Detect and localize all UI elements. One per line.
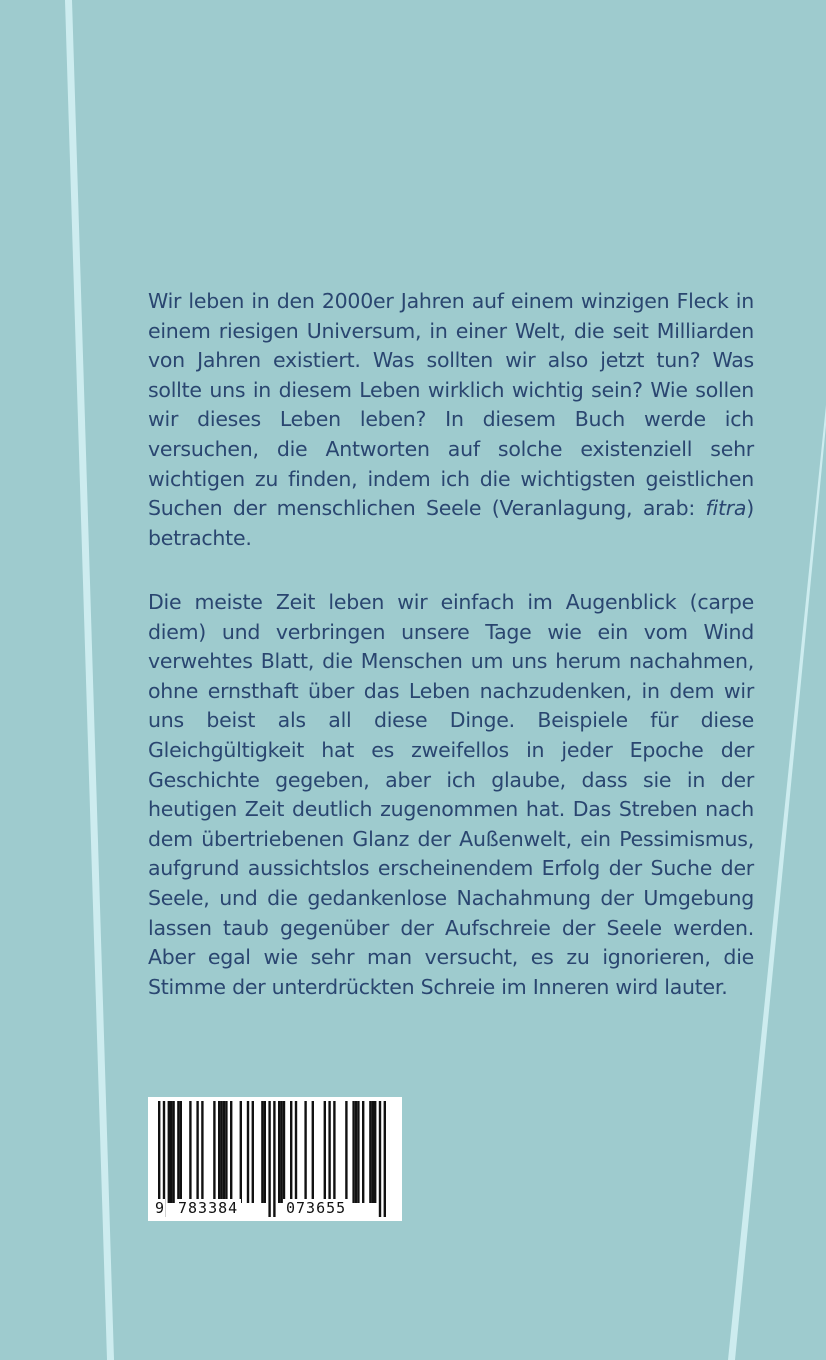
barcode-bar [384, 1101, 386, 1217]
barcode-bar [369, 1101, 371, 1203]
blurb-paragraph-1-end: ) betrachte. [148, 496, 754, 550]
barcode-bar [261, 1101, 263, 1203]
barcode-bar [170, 1101, 172, 1203]
barcode-bar [168, 1101, 170, 1203]
barcode-bar [172, 1101, 174, 1203]
decorative-line-left [65, 0, 114, 1360]
barcode-bar [290, 1101, 292, 1203]
barcode-first-digit: 9 [155, 1199, 166, 1217]
barcode-bar [218, 1101, 220, 1203]
barcode-bar [357, 1101, 359, 1203]
barcode-bar [345, 1101, 347, 1203]
barcode-bar [280, 1101, 282, 1203]
barcode-bar [213, 1101, 215, 1203]
blurb-paragraph-2: Die meiste Zeit leben wir einfach im Augenblick (carpe diem) und verbringen unsere Tage wie ein vom Wind verwehtes Blatt, die Menschen um uns herum nachahmen, ohne ernsthaft über das Leben nachzudenken, in dem wir uns beist als all diese Dinge. Beispiele für diese Gleichgültigkeit hat es zweifellos in jeder Epoche der Geschichte gegeben, aber ich glaube, dass sie in der heutigen Zeit deutlich zugenommen hat. Das Streben nach dem übertriebenen Glanz der Außenwelt, ein Pessimismus, aufgrund aussichtslos erscheinendem Erfolg der Suche der Seele, und die gedankenlose Nachahmung der Umgebung lassen taub gegenüber der Aufschreie der Seele werden. Aber egal wie sehr man versucht, es zu ignorieren, die Stimme der unterdrückten Schreie im Inneren wird lauter. [148, 590, 754, 999]
barcode-digits-right: 073655 [283, 1199, 349, 1217]
barcode-bar [189, 1101, 191, 1203]
barcode-bar [223, 1101, 225, 1203]
barcode-digits-left: 783384 [175, 1199, 241, 1217]
barcode-bar [264, 1101, 266, 1203]
barcode-bar [240, 1101, 242, 1203]
barcode-bar [304, 1101, 306, 1203]
barcode-bar [196, 1101, 198, 1203]
barcode-bar [374, 1101, 376, 1203]
blurb-paragraph-1-italic: fitra [705, 496, 747, 521]
barcode-bar [295, 1101, 297, 1203]
barcode-bar [225, 1101, 227, 1203]
barcode-bar [180, 1101, 182, 1203]
blurb-paragraph-1 [148, 287, 754, 553]
barcode-bar [230, 1101, 232, 1203]
barcode-bar [220, 1101, 222, 1203]
barcode-bar [312, 1101, 314, 1203]
barcode-bar [283, 1101, 285, 1203]
barcode-bar [201, 1101, 203, 1203]
isbn-barcode [148, 1097, 402, 1221]
blurb-paragraph-1-text: Wir leben in den 2000er Jahren auf einem winzigen Fleck in einem riesigen Universum, in einer Welt, die seit Milliarden von Jahren existiert. Was sollten wir also jetzt tun? Was sollte uns in diesem Leben wirklich wichtig sein? Wie sollen wir dieses Leben leben? In diesem Buch werde ich versuchen, die Antworten auf solche existenziell sehr wichtigen zu finden, indem ich die wichtigsten geistlichen Suchen der menschlichen Seele (Veranlagung, arab: [148, 289, 754, 521]
barcode-bar [324, 1101, 326, 1203]
barcode-bar [372, 1101, 374, 1203]
barcode-bar [252, 1101, 254, 1203]
barcode-bar [362, 1101, 364, 1203]
barcode-bar [333, 1101, 335, 1203]
barcode-bar [247, 1101, 249, 1203]
barcode-bar [328, 1101, 330, 1203]
barcode-bar [273, 1101, 275, 1217]
barcode-bar [355, 1101, 357, 1203]
barcode-bar [278, 1101, 280, 1203]
barcode-bar [177, 1101, 179, 1203]
barcode-bar [379, 1101, 381, 1217]
barcode-bar [352, 1101, 354, 1203]
barcode-bar [268, 1101, 270, 1217]
